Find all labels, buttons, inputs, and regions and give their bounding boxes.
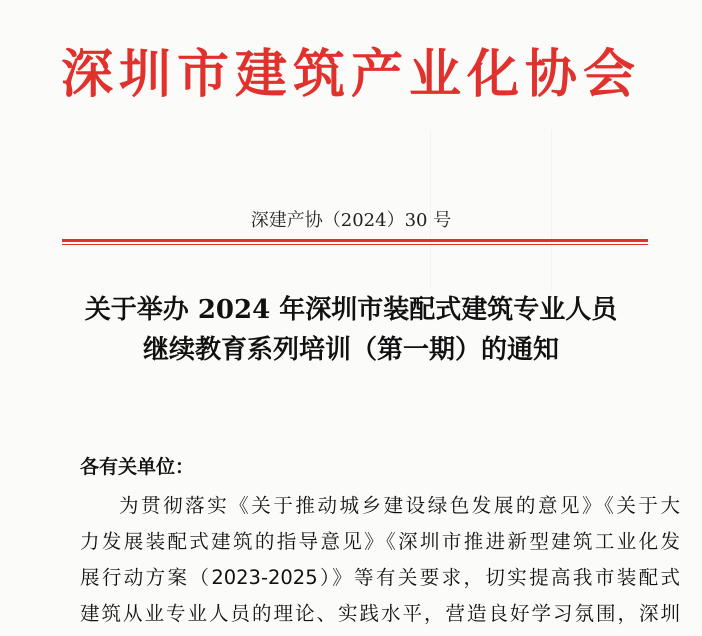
organization-letterhead: 深圳市建筑产业化协会 [60, 44, 641, 105]
title-line-2: 继续教育系列培训（第一期）的通知 [142, 335, 559, 365]
red-divider-thick [62, 239, 648, 242]
red-divider-thin [62, 244, 648, 245]
body-line: 为贯彻落实《关于推动城乡建设绿色发展的意见》《关于大 [119, 494, 680, 517]
title-line-1: 关于举办 2024 年深圳市装配式建筑专业人员 [84, 295, 618, 325]
body-line: 建筑从业专业人员的理论、实践水平，营造良好学习氛围，深圳 [80, 602, 680, 625]
body-line: 展行动方案（2023-2025）》等有关要求，切实提高我市装配式 [80, 566, 680, 589]
body-line: 力发展装配式建筑的指导意见》《深圳市推进新型建筑工业化发 [80, 530, 680, 553]
body-paragraph [80, 488, 680, 632]
notice-title [40, 290, 662, 370]
document-number: 深建产协（2024）30 号 [250, 210, 452, 231]
salutation: 各有关单位： [80, 456, 195, 478]
